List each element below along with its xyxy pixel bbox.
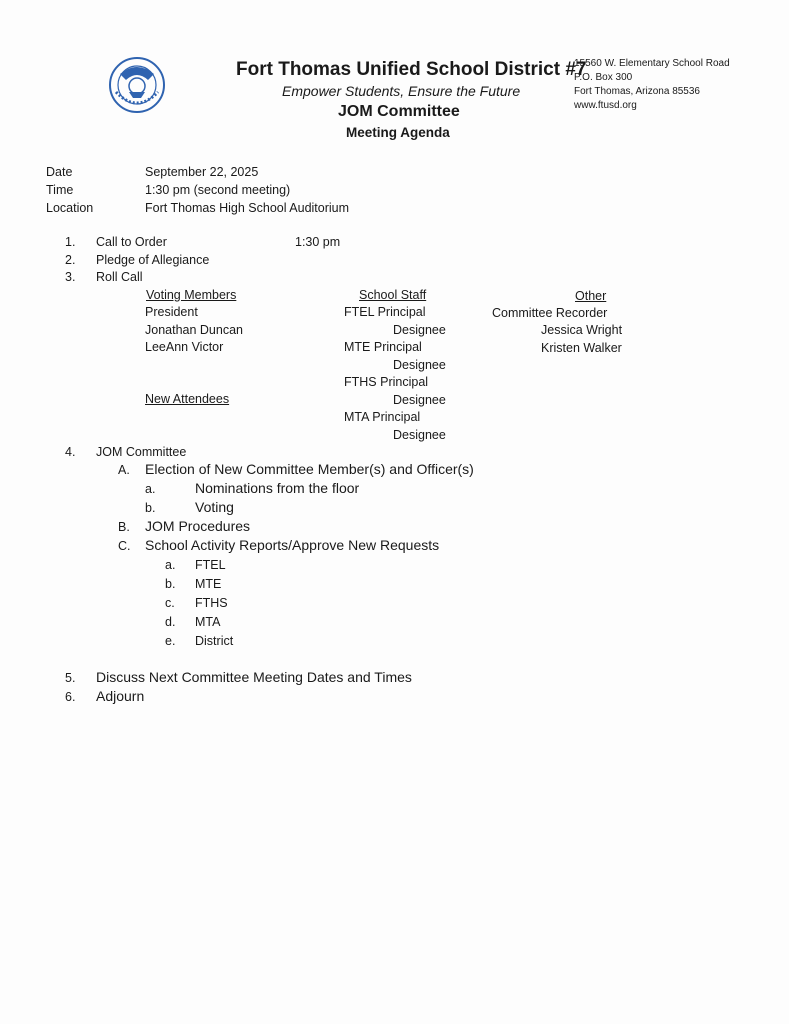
other-person: Jessica Wright — [541, 323, 623, 337]
item-number: 3. — [65, 270, 76, 284]
sub-sub-item-letter: a. — [145, 482, 156, 496]
new-attendees-header: New Attendees — [145, 392, 230, 406]
sub-sub-item-nominations: Nominations from the floor — [195, 480, 360, 496]
district-motto: Empower Students, Ensure the Future — [282, 83, 521, 99]
sub-item-letter: A. — [118, 463, 130, 477]
voting-member: President — [145, 305, 198, 319]
sub-item-activity-reports: School Activity Reports/Approve New Requests — [145, 537, 440, 553]
committee-title: JOM Committee — [338, 103, 460, 120]
address-street: 15560 W. Elementary School Road — [574, 58, 730, 69]
location-label: Location — [46, 201, 94, 215]
sub-item-election: Election of New Committee Member(s) and Officer(s) — [145, 461, 474, 477]
seal-icon — [108, 56, 166, 114]
date-label: Date — [46, 165, 73, 179]
report-school-ftel: FTEL — [195, 558, 226, 572]
voting-member: Jonathan Duncan — [145, 323, 243, 337]
report-school-fths: FTHS — [195, 596, 228, 610]
item-adjourn: Adjourn — [96, 688, 145, 704]
staff-designee: Designee — [393, 358, 446, 372]
staff-role: MTA Principal — [344, 410, 421, 424]
report-letter: a. — [165, 558, 176, 572]
report-district: District — [195, 634, 234, 648]
district-name: Fort Thomas Unified School District #7 — [236, 59, 587, 80]
other-header: Other — [575, 289, 607, 303]
staff-designee: Designee — [393, 323, 446, 337]
time-value: 1:30 pm (second meeting) — [145, 183, 291, 197]
item-number: 5. — [65, 671, 76, 685]
sub-sub-item-voting: Voting — [195, 499, 234, 515]
report-school-mte: MTE — [195, 577, 222, 591]
report-letter: e. — [165, 634, 176, 648]
report-school-mta: MTA — [195, 615, 221, 629]
item-next-meeting: Discuss Next Committee Meeting Dates and Times — [96, 669, 412, 685]
sub-sub-item-letter: b. — [145, 501, 156, 515]
report-letter: b. — [165, 577, 176, 591]
address-website: www.ftusd.org — [574, 100, 637, 111]
item-jom-committee: JOM Committee — [96, 445, 187, 459]
item-call-to-order: Call to Order — [96, 235, 167, 249]
report-letter: c. — [165, 596, 175, 610]
district-address — [574, 57, 730, 113]
staff-role: FTHS Principal — [344, 375, 429, 389]
voting-members-header: Voting Members — [146, 288, 237, 302]
voting-member: LeeAnn Victor — [145, 340, 224, 354]
district-seal-logo — [108, 56, 166, 114]
item-pledge: Pledge of Allegiance — [96, 253, 210, 267]
other-person: Kristen Walker — [541, 341, 622, 355]
item-number: 6. — [65, 690, 76, 704]
staff-role: MTE Principal — [344, 340, 422, 354]
document-title: Meeting Agenda — [346, 125, 450, 140]
item-number: 4. — [65, 445, 76, 459]
item-number: 1. — [65, 235, 76, 249]
location-value: Fort Thomas High School Auditorium — [145, 201, 350, 215]
sub-item-letter: B. — [118, 520, 130, 534]
sub-item-procedures: JOM Procedures — [145, 518, 251, 534]
staff-role: FTEL Principal — [344, 305, 426, 319]
item-number: 2. — [65, 253, 76, 267]
other-role: Committee Recorder — [492, 306, 608, 320]
date-value: September 22, 2025 — [145, 165, 259, 179]
report-letter: d. — [165, 615, 176, 629]
item-roll-call: Roll Call — [96, 270, 143, 284]
staff-designee: Designee — [393, 428, 446, 442]
staff-designee: Designee — [393, 393, 446, 407]
address-po-box: P.O. Box 300 — [574, 72, 633, 83]
school-staff-header: School Staff — [359, 288, 427, 302]
sub-item-letter: C. — [118, 539, 131, 553]
call-to-order-time: 1:30 pm — [295, 235, 341, 249]
address-city: Fort Thomas, Arizona 85536 — [574, 86, 700, 97]
time-label: Time — [46, 183, 74, 197]
